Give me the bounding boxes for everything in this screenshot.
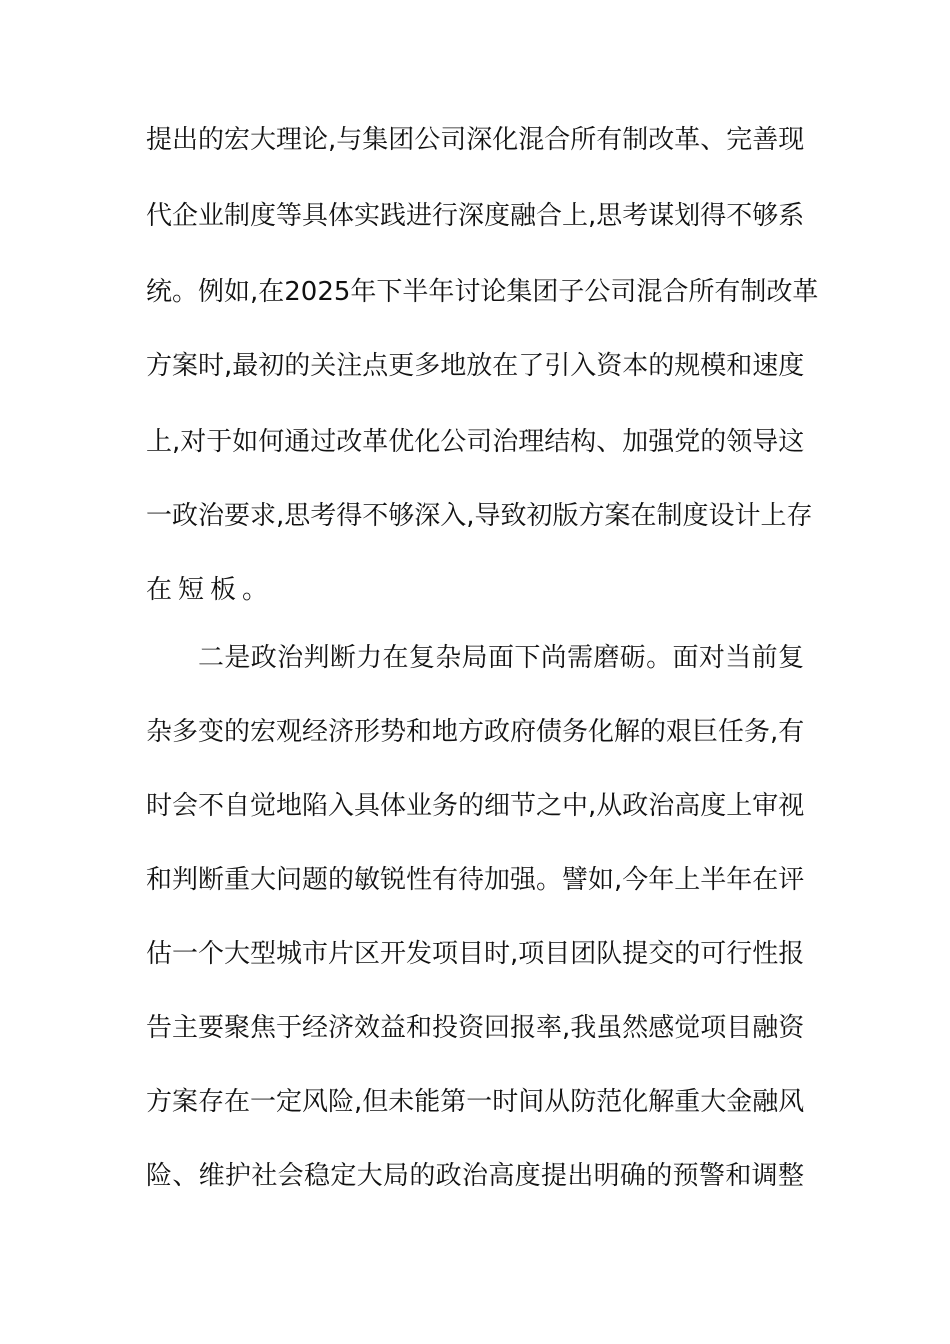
paragraph-line: 提出的宏大理论,与集团公司深化混合所有制改革、完善现	[146, 125, 805, 155]
paragraph-line: 方案存在一定风险,但未能第一时间从防范化解重大金融风	[146, 1087, 805, 1117]
paragraph-line: 统。例如,在2025年下半年讨论集团子公司混合所有制改革	[146, 277, 819, 307]
paragraph-line: 险、维护社会稳定大局的政治高度提出明确的预警和调整	[146, 1161, 804, 1191]
paragraph-line: 估一个大型城市片区开发项目时,项目团队提交的可行性报	[146, 939, 805, 969]
paragraph-line: 上,对于如何通过改革优化公司治理结构、加强党的领导这	[146, 427, 805, 457]
paragraph-line: 杂多变的宏观经济形势和地方政府债务化解的艰巨任务,有	[146, 717, 805, 747]
paragraph-line: 二是政治判断力在复杂局面下尚需磨砺。面对当前复	[198, 643, 804, 673]
paragraph-line: 告主要聚焦于经济效益和投资回报率,我虽然感觉项目融资	[146, 1013, 805, 1043]
paragraph-line: 和判断重大问题的敏锐性有待加强。譬如,今年上半年在评	[146, 865, 805, 895]
paragraph-line: 时会不自觉地陷入具体业务的细节之中,从政治高度上审视	[146, 791, 805, 821]
paragraph-line: 方案时,最初的关注点更多地放在了引入资本的规模和速度	[146, 351, 805, 381]
paragraph-line: 代企业制度等具体实践进行深度融合上,思考谋划得不够系	[146, 201, 805, 231]
paragraph-line: 一政治要求,思考得不够深入,导致初版方案在制度设计上存	[146, 501, 813, 531]
paragraph-line: 在短板。	[146, 575, 275, 605]
